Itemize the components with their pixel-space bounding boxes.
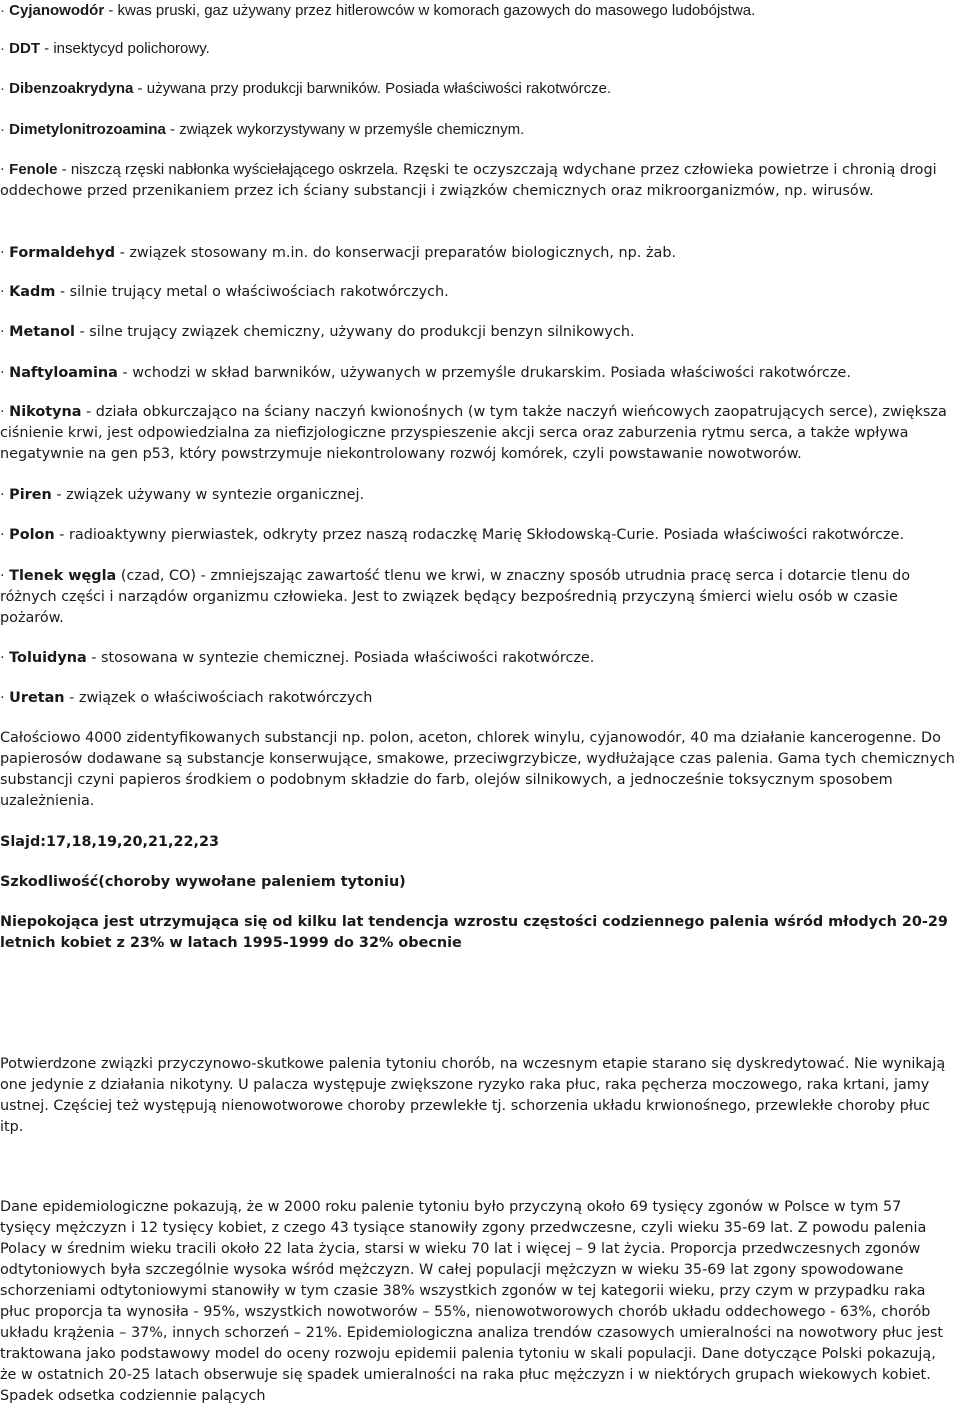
causal-paragraph: Potwierdzone związki przyczynowo-skutkowe palenia tytoniu chorób, na wczesnym etapie starano się dyskredytować. Nie wynikają one jedynie z działania nikotyny. U palacza występuje zwiększone ryzyko raka płuc, raka pęcherza moczowego, raka krtani, jamy ustnej. Częściej też występują nienowotworowe choroby przewlekłe tj. schorzenia układu krwionośnego, przewlekłe choroby płuc itp. xyxy=(0,1056,946,1135)
description: - kwas pruski, gaz używany przez hitlerowców w komorach gazowych do masowego ludobójstwa. xyxy=(104,2,756,19)
description: - związek stosowany m.in. do konserwacji preparatów biologicznych, np. żab. xyxy=(115,245,677,261)
description: - związek o właściwościach rakotwórczych xyxy=(64,690,373,706)
bullet: · xyxy=(0,40,5,57)
list-item xyxy=(0,648,956,669)
description: - działa obkurczająco na ściany naczyń kwionośnych (w tym także naczyń wieńcowych zaopatrujących serce), zwiększa ciśnienie krwi, jest odpowiedzialna za niefizjologiczne przyspieszenie akcji serca oraz zaburzenia rytmu serca, a także wpływa negatywnie na gen p53, który powstrzymuje niekontrolowany rozwój komórek, czyli powstawanie nowotworów. xyxy=(0,404,947,462)
description: - radioaktywny pierwiastek, odkryty przez naszą rodaczkę Marię Skłodowską-Curie. Posiada właściwości rakotwórcze. xyxy=(54,527,905,543)
term: Dibenzoakrydyna xyxy=(9,80,134,97)
bullet: · xyxy=(0,2,5,19)
section-heading: Szkodliwość(choroby wywołane paleniem tytoniu) xyxy=(0,874,406,890)
term: Metanol xyxy=(9,324,75,340)
slide-heading: Slajd:17,18,19,20,21,22,23 xyxy=(0,834,219,850)
description: - używana przy produkcji barwników. Posiada właściwości rakotwórcze. xyxy=(133,80,612,97)
bullet: · xyxy=(0,487,5,503)
bullet: · xyxy=(0,80,5,97)
description: - związek wykorzystywany w przemyśle chemicznym. xyxy=(165,121,525,138)
list-item xyxy=(0,78,956,99)
term: Kadm xyxy=(9,284,56,300)
list-item xyxy=(0,159,956,202)
term: DDT xyxy=(9,40,40,57)
description: - wchodzi w skład barwników, używanych w przemyśle drukarskim. Posiada właściwości rakotwórcze. xyxy=(117,365,851,381)
description: - insektycyd polichorowy. xyxy=(40,40,210,57)
list-item xyxy=(0,525,956,546)
bullet: · xyxy=(0,650,5,666)
list-item xyxy=(0,0,956,21)
term: Tlenek węgla xyxy=(9,568,117,584)
summary-paragraph: Całościowo 4000 zidentyfikowanych substancji np. polon, aceton, chlorek winylu, cyjanowodór, 40 ma działanie kancerogenne. Do papierosów dodawane są substancje konserwujące, smakowe, przeciwgrzybicze, wydłużające czas palenia. Gama tych chemicznych substancji czyni papieros środkiem o podobnym składzie do farb, olejów silnikowych, a jednocześnie toksycznym sposobem uzależnienia. xyxy=(0,730,955,809)
list-item xyxy=(0,688,956,709)
term: Fenole xyxy=(9,161,58,178)
list-item xyxy=(0,119,956,140)
bullet: · xyxy=(0,284,5,300)
description: - silnie trujący metal o właściwościach rakotwórczych. xyxy=(55,284,449,300)
description: - niszczą rzęski nabłonka wyściełającego oskrzela. xyxy=(57,161,399,178)
list-item xyxy=(0,485,956,506)
trend-heading: Niepokojąca jest utrzymująca się od kilku lat tendencja wzrostu częstości codziennego palenia wśród młodych 20-29 letnich kobiet z 23% w latach 1995-1999 do 32% obecnie xyxy=(0,914,948,951)
term: Dimetylonitrozoamina xyxy=(9,121,166,138)
list-item xyxy=(0,566,956,629)
bullet: · xyxy=(0,404,5,420)
bullet: · xyxy=(0,568,5,584)
bullet: · xyxy=(0,245,5,261)
term: Formaldehyd xyxy=(9,245,116,261)
bullet: · xyxy=(0,324,5,340)
list-item xyxy=(0,363,956,384)
description: - związek używany w syntezie organicznej. xyxy=(51,487,365,503)
description: - silne trujący związek chemiczny, używany do produkcji benzyn silnikowych. xyxy=(74,324,635,340)
list-item xyxy=(0,322,956,343)
description-continued: Rzęski te oczyszczają wdychane przez człowieka powietrze i chronią drogi oddechowe przed przenikaniem przez ich ściany substancji i związków chemicznych oraz mikroorganizmów, np. wirusów. xyxy=(0,162,937,199)
bullet: · xyxy=(0,365,5,381)
list-item xyxy=(0,243,956,264)
description: (czad, CO) - zmniejszając zawartość tlenu we krwi, w znaczny sposób utrudnia pracę serca i dotarcie tlenu do różnych części i narządów organizmu człowieka. Jest to związek będący bezpośrednią przyczyną śmierci wielu osób w czasie pożarów. xyxy=(0,568,911,626)
bullet: · xyxy=(0,162,5,178)
term: Polon xyxy=(9,527,55,543)
list-item xyxy=(0,38,956,59)
epidemiology-paragraph: Dane epidemiologiczne pokazują, że w 2000 roku palenie tytoniu było przyczyną około 69 tysięcy zgonów w Polsce w tym 57 tysięcy mężczyzn i 12 tysięcy kobiet, z czego 43 tysiące stanowiły zgony przedwczesne, czyli wieku 35-69 lat. Z powodu palenia Polacy w średnim wieku tracili około 22 lata życia, starsi w wieku 70 lat i więcej – 9 lat życia. Proporcja przedwczesnych zgonów odtytoniowych była szczególnie wysoka wśród mężczyzn. W całej populacji mężczyzn w wieku 35-69 lat zgony spowodowane schorzeniami odtytoniowymi stanowiły w tym czasie 38% wszystkich zgonów w tej kategorii wieku, przy czym w przypadku raka płuc proporcja ta wynosiła - 95%, wszystkich nowotworów – 55%, nienowotworowych chorób układu oddechowego - 63%, chorób układu krążenia – 37%, innych schorzeń – 21%. Epidemiologiczna analiza trendów czasowych umieralności na nowotwory płuc jest traktowana jako podstawowy model do oceny rozwoju epidemii palenia tytoniu w skali populacji. Dane dotyczące Polski pokazują, że w ostatnich 20-25 latach obserwuje się spadek umieralności na raka płuc mężczyzn i w niektórych grupach wiekowych kobiet. Spadek odsetka codziennie palących xyxy=(0,1199,944,1404)
term: Toluidyna xyxy=(9,650,87,666)
bullet: · xyxy=(0,690,5,706)
description: - stosowana w syntezie chemicznej. Posiada właściwości rakotwórcze. xyxy=(86,650,595,666)
term: Naftyloamina xyxy=(9,365,118,381)
term: Piren xyxy=(9,487,52,503)
list-item xyxy=(0,282,956,303)
term: Nikotyna xyxy=(9,404,82,420)
bullet: · xyxy=(0,121,5,138)
list-item xyxy=(0,402,956,465)
bullet: · xyxy=(0,527,5,543)
term: Cyjanowodór xyxy=(9,2,105,19)
term: Uretan xyxy=(9,690,65,706)
